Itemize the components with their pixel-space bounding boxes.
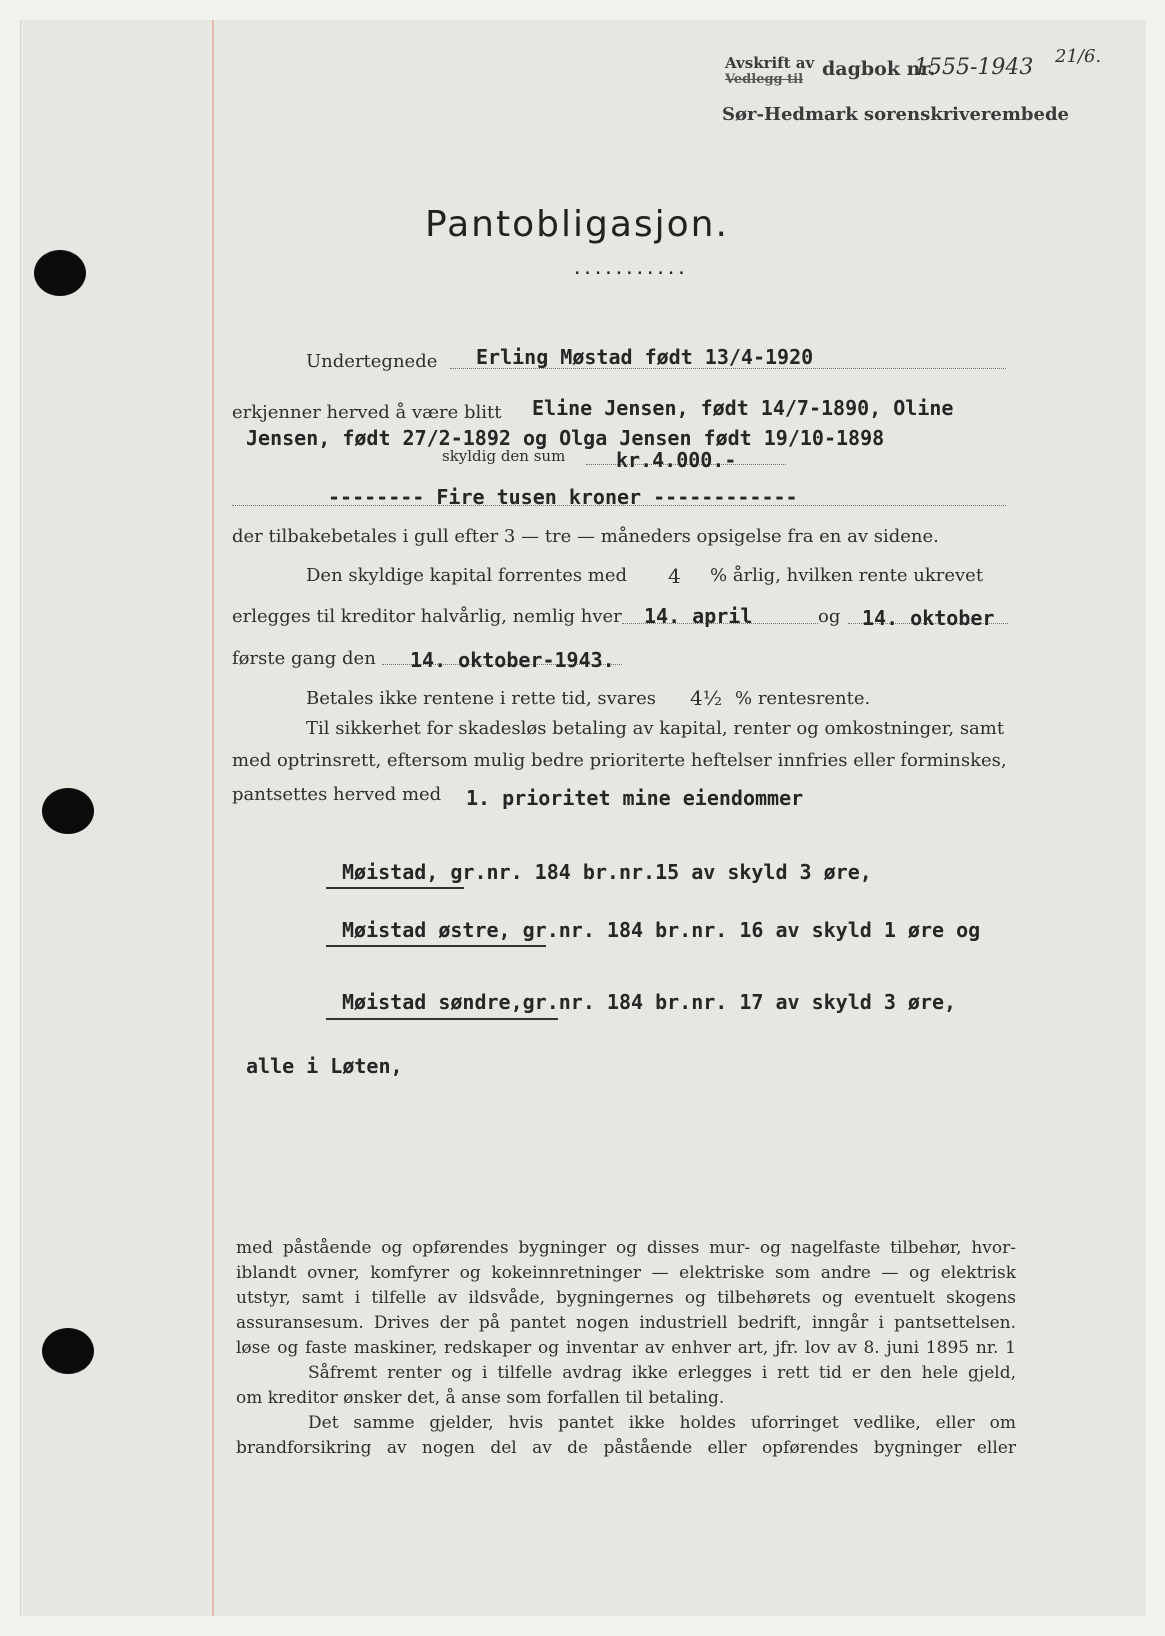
- penalty-rate: 4½: [690, 686, 723, 710]
- property-item: Møistad søndre,gr.nr. 184 br.nr. 17 av skyld 3 øre,: [342, 990, 957, 1014]
- stamp-avskrift: Avskrift av: [725, 54, 815, 72]
- body-line: utstyr, samt i tilfelle av ildsvåde, bygningernes og tilbehørets og eventuelt skogens: [236, 1288, 1016, 1308]
- debtor-name: Erling Møstad født 13/4-1920: [476, 345, 814, 369]
- interest-rate: 4: [668, 564, 681, 588]
- penalty-rest: % rentesrente.: [735, 688, 871, 709]
- property-item: Møistad, gr.nr. 184 br.nr.15 av skyld 3 øre,: [342, 860, 872, 884]
- handwritten-ref: 1555-1943: [914, 55, 1034, 80]
- security-line2: med optrinsrett, eftersom mulig bedre prioriterte heftelser innfries eller forminskes,: [232, 750, 1007, 771]
- payment-date2: 14. oktober: [862, 606, 995, 630]
- property-location: alle i Løten,: [246, 1054, 403, 1078]
- stamp-office: Sør-Hedmark sorenskriverembede: [722, 104, 1069, 125]
- stamp-vedlegg-struck: Vedlegg til: [725, 72, 804, 87]
- body-line: brandforsikring av nogen del av de påstående eller opførendes bygninger eller: [236, 1438, 1016, 1458]
- erkjenner-label: erkjenner herved å være blitt: [232, 402, 502, 423]
- punch-hole: [34, 250, 86, 296]
- forste-label: første gang den: [232, 648, 376, 669]
- title-dots: ...........: [573, 262, 688, 278]
- creditors-line1: Eline Jensen, født 14/7-1890, Oline: [532, 396, 954, 420]
- property-underline: [326, 887, 464, 889]
- body-line: om kreditor ønsker det, å anse som forfallen til betaling.: [236, 1388, 725, 1408]
- handwritten-date: 21/6.: [1055, 46, 1102, 67]
- body-line: iblandt ovner, komfyrer og kokeinnretninger — elektriske som andre — og elektrisk: [236, 1263, 1016, 1283]
- first-payment-date: 14. oktober-1943.: [410, 648, 615, 672]
- property-item: Møistad østre, gr.nr. 184 br.nr. 16 av skyld 1 øre og: [342, 918, 981, 942]
- stamp-dagbok: dagbok nr.: [822, 58, 936, 80]
- body-line: Det samme gjelder, hvis pantet ikke holdes uforringet vedlike, eller om: [308, 1413, 1016, 1433]
- pledge-label: pantsettes herved med: [232, 784, 442, 805]
- margin-rule: [212, 20, 214, 1616]
- erlegges-label: erlegges til kreditor halvårlig, nemlig hver: [232, 606, 622, 627]
- interest-label: Den skyldige kapital forrentes med: [306, 565, 628, 586]
- document-title: Pantobligasjon.: [425, 204, 729, 245]
- skyldig-label: skyldig den sum: [442, 447, 566, 465]
- property-underline: [326, 1018, 558, 1020]
- body-line: løse og faste maskiner, redskaper og inventar av enhver art, jfr. lov av 8. juni 1895 nr. 1: [236, 1338, 1016, 1358]
- og-label: og: [818, 606, 841, 627]
- punch-hole: [42, 788, 94, 834]
- penalty-label: Betales ikke rentene i rette tid, svares: [306, 688, 657, 709]
- punch-hole: [42, 1328, 94, 1374]
- interest-rest: % årlig, hvilken rente ukrevet: [710, 565, 984, 586]
- property-underline: [326, 945, 546, 947]
- sum-value: kr.4.000.-: [616, 448, 737, 472]
- creditors-line2: Jensen, født 27/2-1892 og Olga Jensen født 19/10-1898: [246, 426, 885, 450]
- security-line1: Til sikkerhet for skadesløs betaling av kapital, renter og omkostninger, samt: [306, 718, 1005, 739]
- sum-words: -------- Fire tusen kroner ------------: [328, 485, 798, 509]
- body-line: med påstående og opførendes bygninger og disses mur- og nagelfaste tilbehør, hvor-: [236, 1238, 1016, 1258]
- payment-date1: 14. april: [644, 604, 753, 628]
- body-line: assuransesum. Drives der på pantet nogen industriell bedrift, inngår i pantsettelsen.: [236, 1313, 1016, 1333]
- undertegnede-label: Undertegnede: [306, 351, 438, 372]
- body-line: Såfremt renter og i tilfelle avdrag ikke erlegges i rett tid er den hele gjeld,: [308, 1363, 1016, 1383]
- repayment-clause: der tilbakebetales i gull efter 3 — tre — måneders opsigelse fra en av sidene.: [232, 526, 939, 547]
- pledge-priority: 1. prioritet mine eiendommer: [466, 786, 804, 810]
